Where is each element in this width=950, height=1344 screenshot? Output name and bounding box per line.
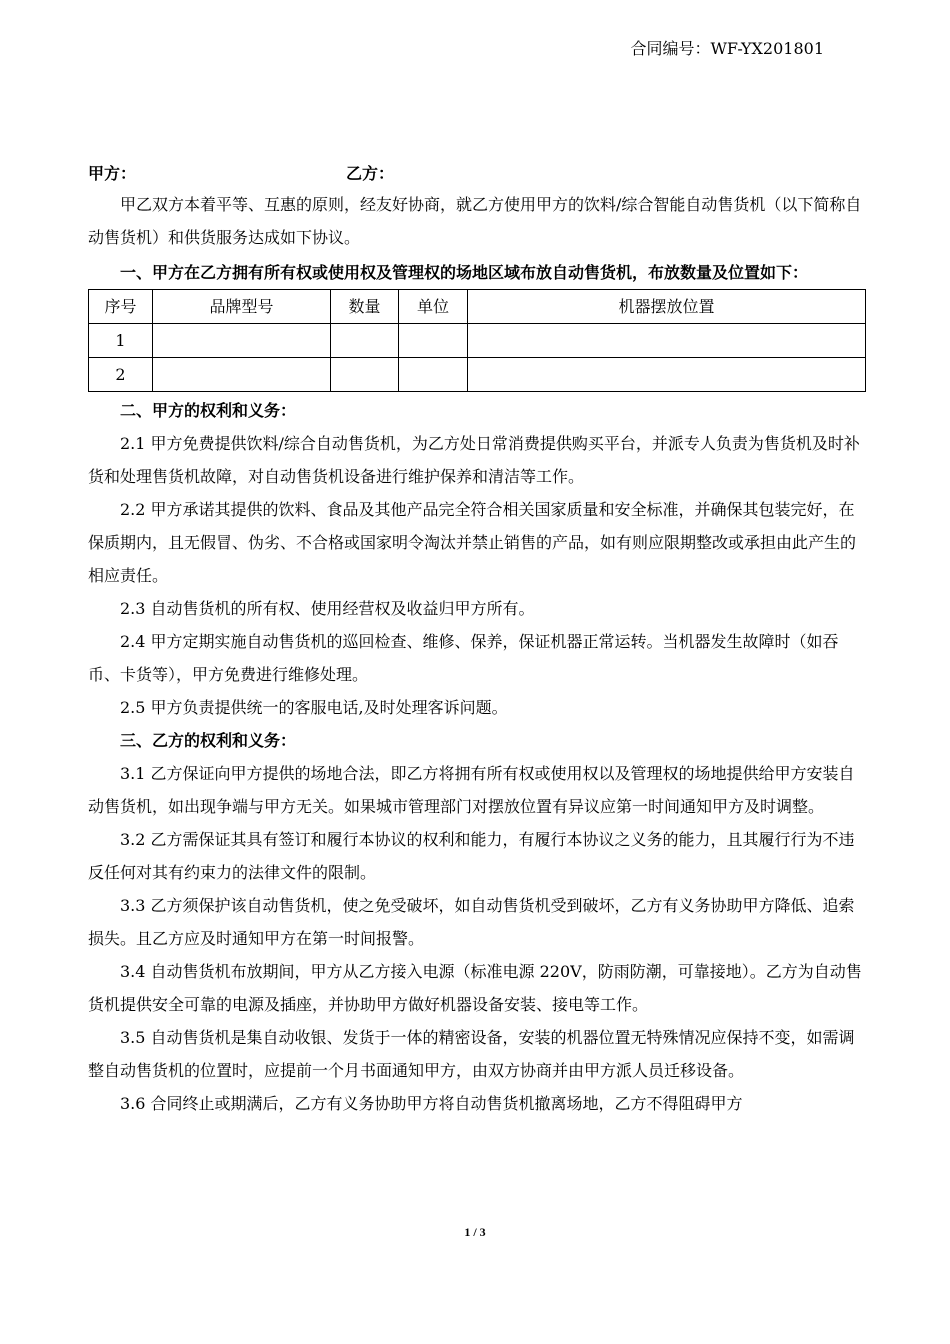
table-cell: [399, 324, 468, 358]
table-header-row: [89, 290, 866, 324]
table-header-cell: 机器摆放位置: [468, 290, 866, 324]
table-cell: [331, 358, 399, 392]
clause-2-2: 2.2 甲方承诺其提供的饮料、食品及其他产品完全符合相关国家质量和安全标准，并确保其包装完好，在保质期内，且无假冒、伪劣、不合格或国家明令淘汰并禁止销售的产品，如有则应限期整改或承担由此产生的相应责任。: [88, 500, 857, 585]
party-b-label: 乙方：: [346, 164, 395, 183]
clause-2-1: 2.1 甲方免费提供饮料/综合自动售货机，为乙方处日常消费提供购买平台，并派专人负责为售货机及时补货和处理售货机故障，对自动售货机设备进行维护保养和清洁等工作。: [88, 434, 860, 486]
clause-3-2: 3.2 乙方需保证其具有签订和履行本协议的权利和能力，有履行本协议之义务的能力，且其履行行为不违反任何对其有约束力的法律文件的限制。: [88, 830, 855, 882]
intro-paragraph: 甲乙双方本着平等、互惠的原则，经友好协商，就乙方使用甲方的饮料/综合智能自动售货机（以下简称自动售货机）和供货服务达成如下协议。: [88, 195, 862, 247]
table-header-cell: 单位: [399, 290, 468, 324]
contract-number: 合同编号：WF-YX201801: [630, 39, 824, 58]
clause-2-5: 2.5 甲方负责提供统一的客服电话,及时处理客诉问题。: [120, 698, 508, 717]
section2-heading: 二、甲方的权利和义务：: [120, 401, 297, 420]
table-cell: [153, 324, 331, 358]
clause-3-3: 3.3 乙方须保护该自动售货机，使之免受破坏，如自动售货机受到破坏，乙方有义务协助甲方降低、追索损失。且乙方应及时通知甲方在第一时间报警。: [88, 896, 855, 948]
table-header-cell: 序号: [89, 290, 153, 324]
clause-3-6: 3.6 合同终止或期满后，乙方有义务协助甲方将自动售货机撤离场地，乙方不得阻碍甲方: [120, 1094, 743, 1113]
clause-3-5: 3.5 自动售货机是集自动收银、发货于一体的精密设备，安装的机器位置无特殊情况应保持不变，如需调整自动售货机的位置时，应提前一个月书面通知甲方，由双方协商并由甲方派人员迁移设备。: [88, 1028, 855, 1080]
page-number: 1 / 3: [464, 1225, 486, 1239]
table-cell: 1: [89, 324, 153, 358]
party-a-label: 甲方：: [88, 164, 137, 183]
clause-2-4: 2.4 甲方定期实施自动售货机的巡回检查、维修、保养，保证机器正常运转。当机器发生故障时（如吞币、卡货等），甲方免费进行维修处理。: [88, 632, 839, 684]
clause-3-4: 3.4 自动售货机布放期间，甲方从乙方接入电源（标准电源 220V，防雨防潮，可靠接地）。乙方为自动售货机提供安全可靠的电源及插座，并协助甲方做好机器设备安装、接电等工作。: [88, 962, 862, 1014]
clause-3-1: 3.1 乙方保证向甲方提供的场地合法，即乙方将拥有所有权或使用权以及管理权的场地提供给甲方安装自动售货机，如出现争端与甲方无关。如果城市管理部门对摆放位置有异议应第一时间通知甲方及时调整。: [88, 764, 855, 816]
table-header-cell: 数量: [331, 290, 399, 324]
table-cell: 2: [89, 358, 153, 392]
table-cell: [468, 358, 866, 392]
parties-line: [88, 157, 866, 188]
clause-2-3: 2.3 自动售货机的所有权、使用经营权及收益归甲方所有。: [120, 599, 535, 618]
section1-heading: 一、甲方在乙方拥有所有权或使用权及管理权的场地区域布放自动售货机，布放数量及位置如下：: [120, 263, 809, 282]
table-cell: [468, 324, 866, 358]
contract-body: [88, 157, 866, 1120]
table-header-cell: 品牌型号: [153, 290, 331, 324]
table-cell: [331, 324, 399, 358]
section3-heading: 三、乙方的权利和义务：: [120, 731, 297, 750]
table-row: [89, 324, 866, 358]
table-cell: [399, 358, 468, 392]
placement-table: [88, 289, 866, 392]
table-cell: [153, 358, 331, 392]
table-row: [89, 358, 866, 392]
